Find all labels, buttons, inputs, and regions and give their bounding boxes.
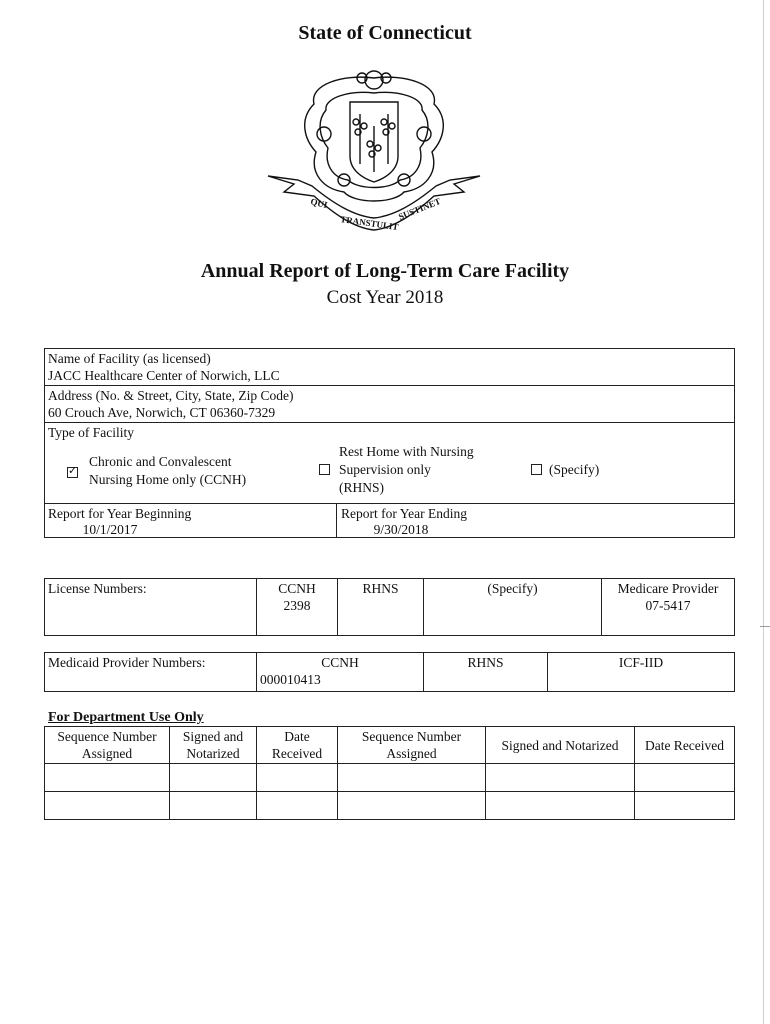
ccnh-option-line1: Chronic and Convalescent bbox=[89, 454, 232, 469]
dept-cell[interactable] bbox=[635, 792, 735, 820]
cost-year: Cost Year 2018 bbox=[326, 287, 444, 308]
state-title: State of Connecticut bbox=[298, 22, 472, 44]
year-divider bbox=[336, 503, 337, 537]
dept-cell[interactable] bbox=[486, 764, 635, 792]
license-medicare-cell bbox=[602, 579, 735, 636]
department-use-table bbox=[44, 726, 735, 820]
connecticut-seal-icon bbox=[254, 64, 494, 244]
license-label: License Numbers: bbox=[45, 579, 257, 636]
medicaid-label: Medicaid Provider Numbers: bbox=[45, 653, 257, 692]
ccnh-checkbox[interactable] bbox=[67, 467, 78, 478]
facility-name-label: Name of Facility (as licensed) bbox=[48, 351, 211, 366]
medicaid-icf-label: ICF-IID bbox=[548, 653, 735, 692]
license-ccnh-cell bbox=[257, 579, 338, 636]
dept-header-signed-1: Signed and Notarized bbox=[170, 727, 257, 764]
rhns-checkbox[interactable] bbox=[319, 464, 330, 475]
scan-edge-line bbox=[763, 0, 764, 1024]
license-ccnh-label: CCNH bbox=[278, 581, 316, 596]
dept-cell[interactable] bbox=[338, 764, 486, 792]
seal-motto-1: QUI bbox=[309, 196, 329, 211]
dept-cell[interactable] bbox=[257, 764, 338, 792]
license-numbers-table bbox=[44, 578, 735, 636]
dept-cell[interactable] bbox=[45, 764, 170, 792]
medicaid-ccnh-cell bbox=[257, 653, 424, 692]
dept-cell[interactable] bbox=[257, 792, 338, 820]
dept-header-seq-2: Sequence Number Assigned bbox=[338, 727, 486, 764]
license-specify-label: (Specify) bbox=[424, 579, 602, 636]
dept-header-seq-1: Sequence Number Assigned bbox=[45, 727, 170, 764]
license-rhns-label: RHNS bbox=[338, 579, 424, 636]
report-title: Annual Report of Long-Term Care Facility bbox=[200, 260, 570, 282]
dept-cell[interactable] bbox=[338, 792, 486, 820]
year-end-label: Report for Year Ending bbox=[341, 506, 467, 521]
rhns-option-line1: Rest Home with Nursing bbox=[339, 444, 474, 459]
facility-address-cell bbox=[45, 386, 735, 423]
year-begin-value: 10/1/2017 bbox=[82, 522, 138, 537]
facility-address-value: 60 Crouch Ave, Norwich, CT 06360-7329 bbox=[48, 405, 276, 420]
license-ccnh-value: 2398 bbox=[283, 598, 311, 613]
scan-edge-tick bbox=[760, 626, 770, 627]
department-use-label: For Department Use Only bbox=[48, 710, 204, 725]
seal-motto-3: SUSTINET bbox=[397, 195, 443, 222]
dept-cell[interactable] bbox=[170, 764, 257, 792]
type-divider bbox=[45, 503, 735, 504]
medicaid-ccnh-value: 000010413 bbox=[260, 672, 321, 687]
facility-type-cell bbox=[45, 423, 735, 538]
dept-cell[interactable] bbox=[45, 792, 170, 820]
facility-info-table bbox=[44, 348, 735, 538]
dept-cell[interactable] bbox=[486, 792, 635, 820]
specify-checkbox[interactable] bbox=[531, 464, 542, 475]
year-end-value: 9/30/2018 bbox=[373, 522, 429, 537]
dept-header-date-2: Date Received bbox=[635, 727, 735, 764]
rhns-option-line2: Supervision only bbox=[339, 462, 431, 477]
medicaid-rhns-label: RHNS bbox=[424, 653, 548, 692]
ccnh-option-line2: Nursing Home only (CCNH) bbox=[89, 472, 247, 487]
rhns-option-line3: (RHNS) bbox=[339, 480, 385, 495]
medicaid-ccnh-label: CCNH bbox=[321, 655, 359, 670]
facility-type-label: Type of Facility bbox=[48, 425, 135, 440]
facility-address-label: Address (No. & Street, City, State, Zip Code) bbox=[48, 388, 294, 403]
facility-name-value: JACC Healthcare Center of Norwich, LLC bbox=[48, 368, 280, 383]
medicare-provider-value: 07-5417 bbox=[645, 598, 691, 613]
dept-cell[interactable] bbox=[635, 764, 735, 792]
seal-motto-2: TRANSTULIT bbox=[339, 214, 400, 233]
medicaid-numbers-table bbox=[44, 652, 735, 692]
facility-name-cell bbox=[45, 349, 735, 386]
year-begin-label: Report for Year Beginning bbox=[48, 506, 192, 521]
specify-option: (Specify) bbox=[549, 462, 600, 477]
dept-header-date-1: Date Received bbox=[257, 727, 338, 764]
dept-cell[interactable] bbox=[170, 792, 257, 820]
dept-header-signed-2: Signed and Notarized bbox=[486, 727, 635, 764]
medicare-provider-label: Medicare Provider bbox=[617, 581, 719, 596]
